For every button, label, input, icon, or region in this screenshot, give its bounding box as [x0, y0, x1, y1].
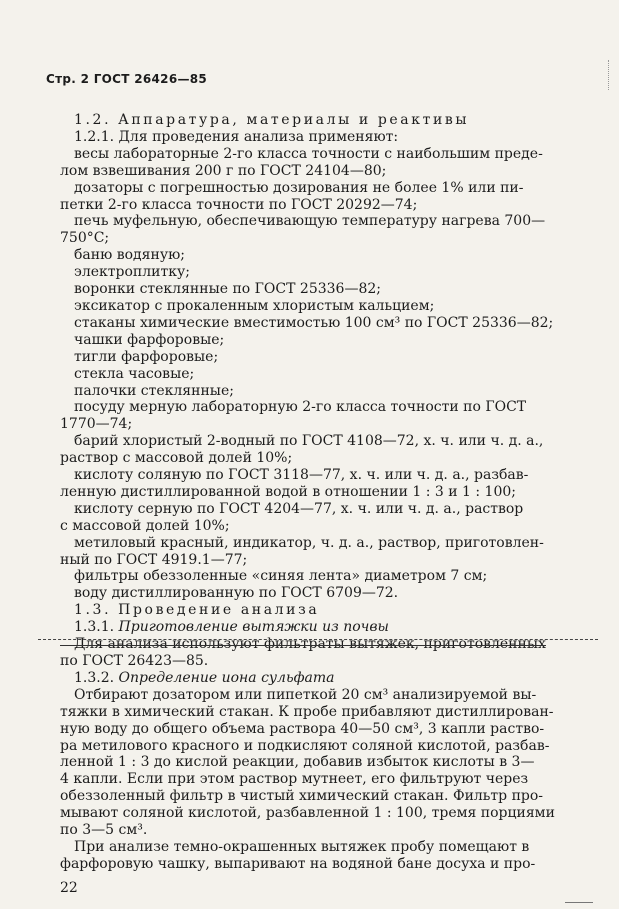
subsection-number: 1.3.1.: [74, 619, 119, 636]
text-line: ную воду до общего объема раствора 40—50 см³, 3 капли раство-: [60, 720, 545, 737]
text-line: по 3—5 см³.: [60, 822, 148, 839]
text-line: мывают соляной кислотой, разбавленной 1 : 100, тремя порциями: [60, 805, 555, 822]
text-line: ный по ГОСТ 4919.1—77;: [60, 551, 248, 568]
dashed-rule: [38, 639, 598, 640]
document-body: [60, 112, 564, 873]
text-line: воронки стеклянные по ГОСТ 25336—82;: [74, 281, 381, 298]
text-line: палочки стеклянные;: [74, 382, 234, 399]
text-line: 750°С;: [60, 230, 110, 247]
text-line: воду дистиллированную по ГОСТ 6709—72.: [74, 585, 399, 602]
text-line: баню водяную;: [74, 247, 185, 264]
text-line: посуду мерную лабораторную 2-го класса точности по ГОСТ: [74, 399, 527, 416]
text-line: кислоту соляную по ГОСТ 3118—77, х. ч. или ч. д. а., разбав-: [74, 467, 529, 484]
text-line: фильтры обеззоленные «синяя лента» диаметром 7 см;: [74, 568, 488, 585]
text-line: 4 капли. Если при этом раствор мутнеет, его фильтруют через: [60, 771, 529, 788]
text-line: эксикатор с прокаленным хлористым кальцием;: [74, 297, 435, 314]
text-line: дозаторы с погрешностью дозирования не более 1% или пи-: [74, 179, 524, 196]
text-line: чашки фарфоровые;: [74, 331, 225, 348]
text-line: тигли фарфоровые;: [74, 348, 219, 365]
text-line: лом взвешивания 200 г по ГОСТ 24104—80;: [60, 162, 387, 179]
text-line: стекла часовые;: [74, 365, 195, 382]
subsection-heading: [74, 619, 564, 636]
text-line: метиловый красный, индикатор, ч. д. а., раствор, приготовлен-: [74, 534, 544, 551]
text-line: При анализе темно-окрашенных вытяжек пробу помещают в: [74, 838, 530, 855]
text-line: весы лабораторные 2-го класса точности с наибольшим преде-: [74, 145, 543, 162]
text-line: петки 2-го класса точности по ГОСТ 20292—74;: [60, 196, 418, 213]
text-line: ленную дистиллированной водой в отношении 1 : 3 и 1 : 100;: [60, 483, 516, 500]
text-line: ра метилового красного и подкисляют соляной кислотой, разбав-: [60, 737, 550, 754]
struck-text: Для анализа используют фильтраты вытяжек, приготовленных: [74, 636, 546, 653]
text-line: 1770—74;: [60, 416, 133, 433]
text-line: раствор с массовой долей 10%;: [60, 450, 293, 467]
text-line: с массовой долей 10%;: [60, 517, 230, 534]
text-line: стаканы химические вместимостью 100 см³ по ГОСТ 25336—82;: [74, 314, 554, 331]
text-line: фарфоровую чашку, выпаривают на водяной бане досуха и про-: [60, 855, 536, 872]
subsection-title: Определение иона сульфата: [118, 669, 335, 686]
text-line: барий хлористый 2-водный по ГОСТ 4108—72, х. ч. или ч. д. а.,: [74, 433, 544, 450]
corner-mark: [565, 894, 593, 903]
edge-mark: [608, 60, 615, 90]
subsection-number: 1.3.2.: [74, 669, 119, 686]
text-line: обеззоленный фильтр в чистый химический стакан. Фильтр про-: [60, 788, 544, 805]
text-line: по ГОСТ 26423—85.: [60, 653, 209, 669]
text-line: 1.2.1. Для проведения анализа применяют:: [74, 128, 399, 145]
subsection-title: Приготовление вытяжки из почвы: [118, 619, 389, 636]
page-number: 22: [60, 880, 78, 896]
text-line: Отбирают дозатором или пипеткой 20 см³ анализируемой вы-: [74, 686, 537, 703]
text-line: кислоту серную по ГОСТ 4204—77, х. ч. или ч. д. а., раствор: [74, 500, 524, 517]
text-line: печь муфельную, обеспечивающую температуру нагрева 700—: [74, 213, 546, 230]
text-line: тяжки в химический стакан. К пробе прибавляют дистиллирован-: [60, 703, 554, 720]
text-line: ленной 1 : 3 до кислой реакции, добавив избыток кислоты в 3—: [60, 754, 535, 771]
text-line: электроплитку;: [74, 264, 190, 281]
section-heading: 1.2. Аппаратура, материалы и реактивы: [74, 112, 470, 128]
section-heading: 1.3. Проведение анализа: [74, 602, 320, 619]
page-header: Стр. 2 ГОСТ 26426—85: [46, 72, 208, 86]
subsection-heading: [74, 670, 564, 687]
